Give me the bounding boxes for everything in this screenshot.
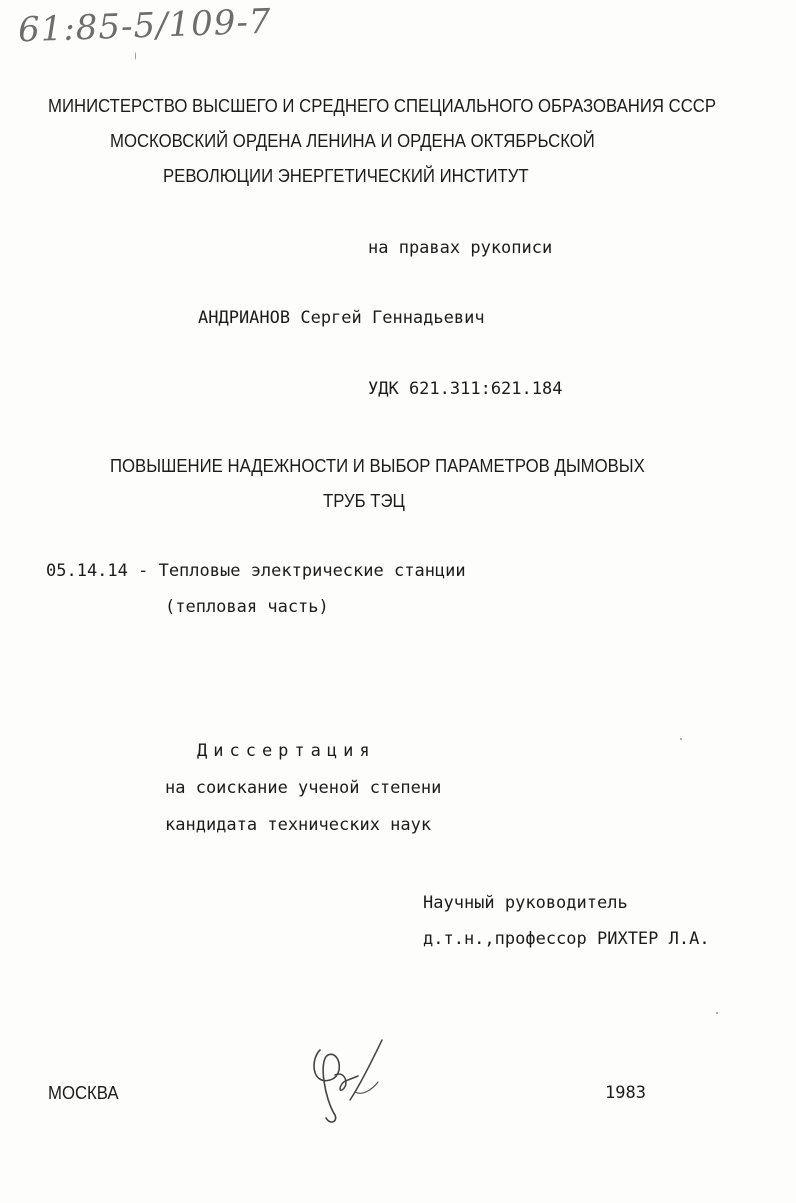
- paper-speck: [716, 1012, 718, 1014]
- paper-speck: [135, 52, 136, 60]
- city-footer: МОСКВА: [48, 1083, 119, 1103]
- dissertation-title-line-1: ПОВЫШЕНИЕ НАДЕЖНОСТИ И ВЫБОР ПАРАМЕТРОВ ДЫМОВЫХ: [110, 456, 645, 476]
- ministry-header-line-2: МОСКОВСКИЙ ОРДЕНА ЛЕНИНА И ОРДЕНА ОКТЯБРЬСКОЙ: [110, 131, 595, 151]
- udc-code: УДК 621.311:621.184: [368, 379, 563, 399]
- author-name: АНДРИАНОВ Сергей Геннадьевич: [198, 308, 485, 328]
- specialty-subtitle: (тепловая часть): [165, 597, 329, 617]
- supervisor-name: д.т.н.,профессор РИХТЕР Л.А.: [423, 929, 710, 949]
- specialty-code-line: 05.14.14 - Тепловые электрические станции: [46, 561, 466, 581]
- supervisor-label: Научный руководитель: [423, 893, 628, 913]
- degree-line-1: на соискание ученой степени: [165, 778, 442, 798]
- ministry-header-line-1: МИНИСТЕРСТВО ВЫСШЕГО И СРЕДНЕГО СПЕЦИАЛЬНОГО ОБРАЗОВАНИЯ СССР: [48, 96, 717, 116]
- dissertation-title-line-2: ТРУБ ТЭЦ: [323, 491, 405, 511]
- paper-speck: [680, 738, 682, 740]
- dissertation-heading: Диссертация: [197, 741, 376, 761]
- manuscript-rights-note: на правах рукописи: [368, 238, 553, 258]
- degree-line-2: кандидата технических наук: [165, 815, 432, 835]
- year-footer: 1983: [605, 1083, 646, 1103]
- handwritten-signature: [300, 1030, 390, 1130]
- archive-handwritten-note: 61:85-5/109-7: [17, 1, 273, 51]
- ministry-header-line-3: РЕВОЛЮЦИИ ЭНЕРГЕТИЧЕСКИЙ ИНСТИТУТ: [163, 166, 529, 186]
